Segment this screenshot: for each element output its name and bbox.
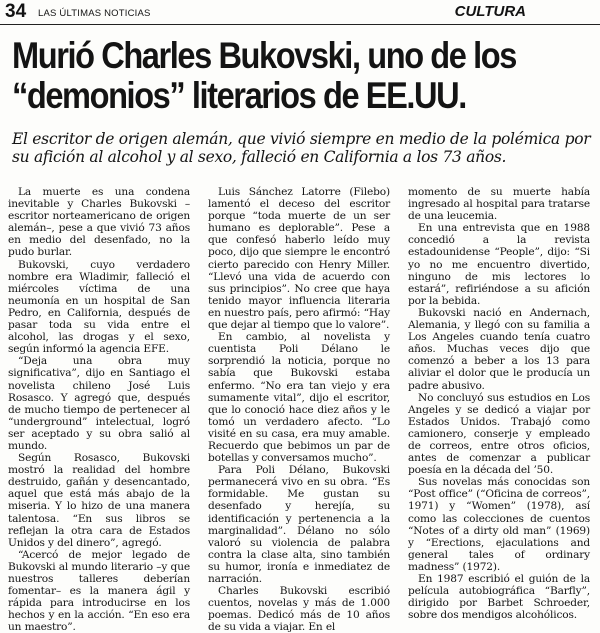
paragraph: En una entrevista que en 1988 concedió a la revista estadounidense “People”, dijo: “Si yo no me encuentro divertido, ninguno de mis lectores lo estará”, refiriéndose a su afición por la bebida. <box>408 222 590 307</box>
deck-subheadline: El escritor de origen alemán, que vivió siempre en medio de la polémica por su afición al alcohol y al sexo, falleció en California a los 73 años. <box>12 130 591 166</box>
paragraph: momento de su muerte había ingresado al hospital para tratarse de una leucemia. <box>408 186 590 223</box>
paragraph: “Acercó de mejor legado de Bukovski al mundo literario –y que nuestros talleres deberían fomentar– es la manera ágil y rápida para introducirse en los hechos y en la acción. “En eso era un maestro”. <box>8 548 190 633</box>
page-number: 34 <box>5 1 27 22</box>
paragraph: Según Rosasco, Bukovski mostró la realidad del hombre destruido, gañán y desencantado, aquel que está más abajo de la miseria. Y lo hizo de una manera talentosa. “En sus libros se reflejan la otra cara de Estados Unidos y del dinero”, agregó. <box>8 452 190 549</box>
headline <box>12 36 526 116</box>
paragraph: Sus novelas más conocidas son “Post office” (“Oficina de correos”, 1971) y “Women” (1978), así como las colecciones de cuentos “Notes of a dirty old man” (1969) y “Erections, ejaculations and general tales of ordinary madness” (1972). <box>408 476 590 573</box>
paragraph: Charles Bukovski escribió cuentos, novelas y más de 1.000 poemas. Dedicó más de 10 años de su vida a viajar. En el <box>208 585 390 633</box>
section-label: CULTURA <box>454 3 526 20</box>
paragraph: En 1987 escribió el guión de la película autobiográfica “Barfly”, dirigido por Barbet Schroeder, sobre dos mendigos alcohólicos. <box>408 573 590 622</box>
article-column-3 <box>408 186 590 621</box>
headline-line-2: “demonios” literarios de EE.UU. <box>12 75 466 116</box>
paragraph: Para Poli Délano, Bukovski permanecerá vivo en su obra. “Es formidable. Me gustan su desenfado y herejía, su identificación y pertenencia a la marginalidad”. Délano no sólo valoró su violencia de palabra contra la clase alta, sino también su humor, ironía e inmediatez de narración. <box>208 464 390 585</box>
paragraph: Bukovski nació en Andernach, Alemania, y llegó con su familia a Los Angeles cuando tenía cuatro años. Muchas veces dijo que comenzó a beber a los 13 para aliviar el dolor que le producía un padre abusivo. <box>408 306 590 392</box>
paragraph: No concluyó sus estudios en Los Angeles y se dedicó a viajar por Estados Unidos. Trabajó como camionero, conserje y empleado de correos, entre otros oficios, antes de comenzar a publicar poesía en la década del ’50. <box>408 391 590 477</box>
masthead <box>0 0 600 25</box>
newspaper-name: LAS ÚLTIMAS NOTICIAS <box>38 8 151 19</box>
article-column-2 <box>208 186 390 633</box>
paragraph: Luis Sánchez Latorre (Filebo) lamentó el deceso del escritor porque “toda muerte de un ser humano es deplorable”. Pese a que confesó haberlo leído muy poco, dijo que siempre le encontró cierto parecido con Henry Miller. “Llevó una vida de acuerdo con sus principios”. No cree que haya tenido mayor influencia literaria en nuestro país, pero afirmó: “Hay que dejar al tiempo que lo valore”. <box>208 186 390 332</box>
article-column-1 <box>8 186 190 633</box>
headline-line-1: Murió Charles Bukovski, uno de los <box>12 35 516 76</box>
paragraph: Bukovski, cuyo verdadero nombre era Wladimir, falleció el miércoles víctima de una neumonía en un hospital de San Pedro, en California, después de pasar toda su vida entre el alcohol, las drogas y el sexo, según informó la agencia EFE. <box>8 258 190 356</box>
paragraph: “Deja una obra muy significativa”, dijo en Santiago el novelista chileno José Luis Rosasco. Y agregó que, después de mucho tiempo de pertenecer al “underground” intelectual, logró ser aceptado y su obra salió al mundo. <box>8 355 190 452</box>
paragraph: En cambio, al novelista y cuentista Poli Délano le sorprendió la noticia, porque no sabía que Bukovski estaba enfermo. “No era tan viejo y era sumamente vital”, dijo el escritor, que lo conoció hace diez años y le tomó un verdadero afecto. “Lo visité en su casa, era muy amable. Recuerdo que bebimos un par de botellas y conversamos mucho”. <box>208 331 390 465</box>
paragraph: La muerte es una condena inevitable y Charles Bukovski –escritor norteamericano de origen alemán–, pese a que vivió 73 años en medio del desenfado, no la pudo burlar. <box>8 186 190 259</box>
